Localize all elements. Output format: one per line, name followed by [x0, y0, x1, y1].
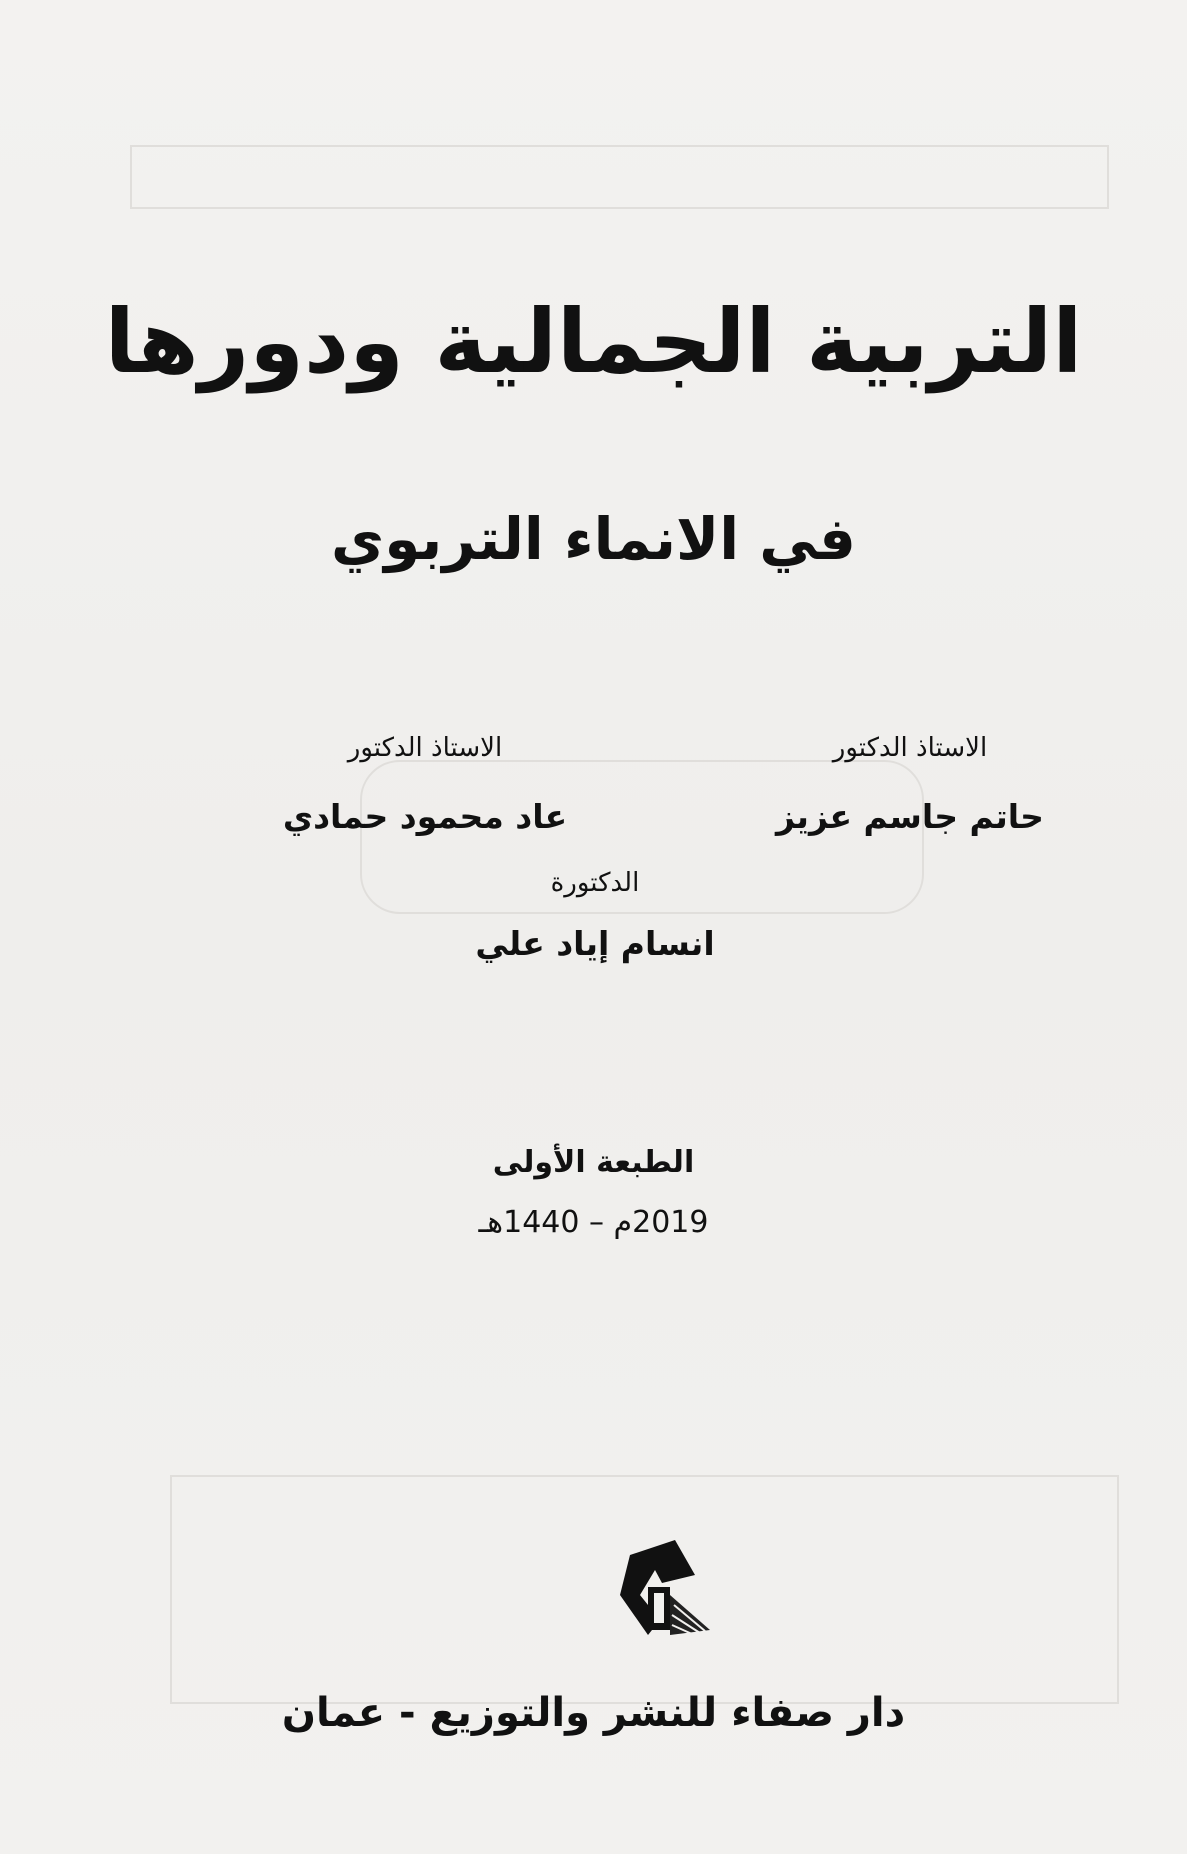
author-1-role: الاستاذ الدكتور [832, 733, 988, 763]
edition-date: 2019م – 1440هـ [478, 1205, 709, 1240]
author-3 [470, 868, 720, 963]
author-3-role: الدكتورة [550, 868, 640, 898]
book-title: التربية الجمالية ودورها [104, 290, 1083, 393]
edition-label: الطبعة الأولى [492, 1145, 695, 1180]
author-3-name: انسام إياد علي [475, 924, 715, 963]
author-2-name: عاد محمود حمادي [282, 797, 568, 836]
author-2-role: الاستاذ الدكتور [347, 733, 503, 763]
publisher-name: دار صفاء للنشر والتوزيع - عمان [281, 1690, 906, 1736]
author-1 [750, 733, 1070, 836]
author-1-name: حاتم جاسم عزيز [776, 797, 1044, 836]
book-subtitle: في الانماء التربوي [331, 505, 856, 573]
publisher-logo-icon [600, 1535, 720, 1655]
bleed-through-box-top [130, 145, 1109, 209]
author-2 [245, 733, 605, 836]
